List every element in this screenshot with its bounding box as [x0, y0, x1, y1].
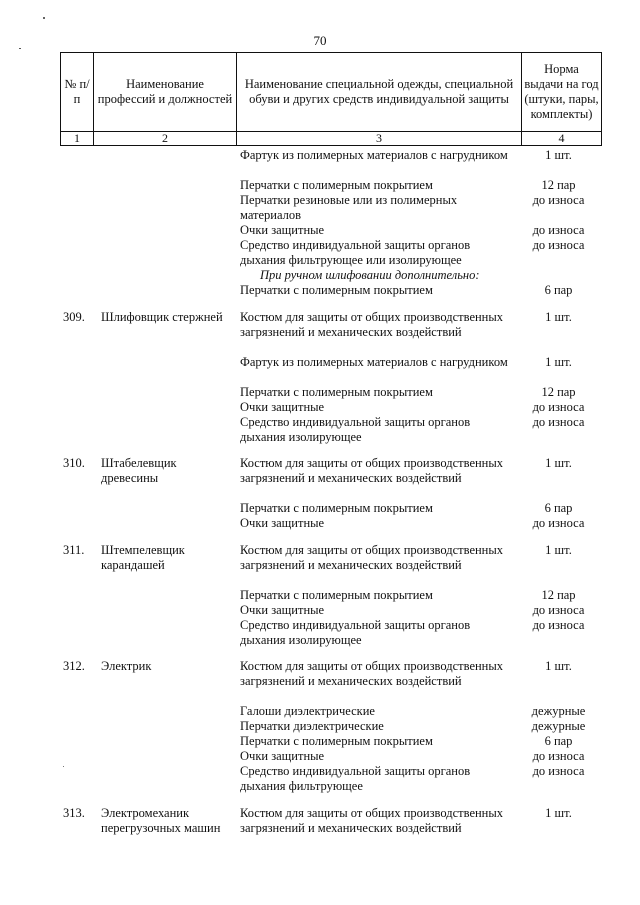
list-item	[240, 764, 605, 794]
table-header	[60, 52, 602, 146]
row-profession: Шлифовщик стержней	[101, 310, 223, 324]
row-number: 311.	[63, 543, 85, 557]
list-item	[240, 178, 605, 193]
item-name: Костюм для защиты от общих производственных загрязнений и механических воздействий	[240, 310, 504, 339]
item-name: Средство индивидуальной защиты органов дыхания изолирующее	[240, 415, 471, 444]
item-qty: 6 пар	[544, 283, 573, 297]
item-qty: до износа	[532, 618, 585, 632]
item-name: Костюм для защиты от общих производственных загрязнений и механических воздействий	[240, 806, 504, 835]
list-item	[240, 193, 605, 223]
list-item	[240, 516, 605, 531]
item-qty: до износа	[532, 516, 585, 530]
list-item	[240, 603, 605, 618]
item-name: Перчатки диэлектрические	[240, 719, 384, 733]
list-item	[240, 618, 605, 648]
item-qty: 12 пар	[541, 588, 576, 602]
list-item	[240, 400, 605, 415]
header-items: Наименование специальной одежды, специальной обуви и других средств индивидуальной защиты	[237, 53, 522, 132]
item-name: Очки защитные	[240, 223, 325, 237]
page-number: 70	[313, 33, 327, 48]
item-name: Очки защитные	[240, 749, 325, 763]
header-index: 1	[61, 132, 94, 146]
row-number: 309.	[63, 310, 85, 324]
item-qty: до износа	[532, 749, 585, 763]
item-qty: 1 шт.	[545, 148, 572, 162]
header-profession: Наименование профессий и должностей	[94, 53, 237, 132]
item-qty: 12 пар	[541, 385, 576, 399]
item-name: Перчатки с полимерным покрытием	[240, 283, 433, 297]
item-qty: 12 пар	[541, 178, 576, 192]
item-qty: 1 шт.	[545, 659, 572, 673]
row-profession: Электромеханик перегрузочных машин	[101, 806, 221, 835]
item-name: Перчатки с полимерным покрытием	[240, 588, 433, 602]
item-name: Перчатки с полимерным покрытием	[240, 178, 433, 192]
list-item	[240, 283, 605, 298]
header-index: 4	[522, 132, 602, 146]
item-name: Перчатки с полимерным покрытием	[240, 385, 433, 399]
item-name: Перчатки с полимерным покрытием	[240, 501, 433, 515]
item-name: Очки защитные	[240, 400, 325, 414]
item-name: Очки защитные	[240, 603, 325, 617]
scan-speck	[43, 17, 45, 19]
item-qty: 1 шт.	[545, 543, 572, 557]
list-item	[240, 588, 605, 603]
scan-speck	[63, 766, 64, 767]
item-qty: 1 шт.	[545, 806, 572, 820]
item-qty: дежурные	[531, 704, 586, 718]
row-number: 313.	[63, 806, 85, 820]
item-qty: 6 пар	[544, 501, 573, 515]
list-item-note	[240, 268, 605, 283]
list-item	[240, 659, 605, 704]
item-qty: до износа	[532, 603, 585, 617]
item-qty: дежурные	[531, 719, 586, 733]
item-qty: до износа	[532, 764, 585, 778]
item-qty: 1 шт.	[545, 456, 572, 470]
list-item	[240, 415, 605, 445]
item-name: Средство индивидуальной защиты органов дыхания фильтрующее или изолирующее	[240, 238, 471, 267]
row-number: 310.	[63, 456, 85, 470]
header-index: 2	[94, 132, 237, 146]
list-item	[240, 223, 605, 238]
list-item	[240, 238, 605, 268]
item-qty: 1 шт.	[545, 310, 572, 324]
list-item	[240, 806, 605, 851]
item-name: Очки защитные	[240, 516, 325, 530]
list-item	[240, 501, 605, 516]
item-name: Галоши диэлектрические	[240, 704, 375, 718]
item-name: Костюм для защиты от общих производственных загрязнений и механических воздействий	[240, 543, 504, 572]
row-profession: Электрик	[101, 659, 152, 673]
item-name: Костюм для защиты от общих производственных загрязнений и механических воздействий	[240, 659, 504, 688]
item-qty: 6 пар	[544, 734, 573, 748]
item-name: Перчатки резиновые или из полимерных материалов	[240, 193, 458, 222]
item-name: Средство индивидуальной защиты органов дыхания фильтрующее	[240, 764, 471, 793]
item-name: Перчатки с полимерным покрытием	[240, 734, 433, 748]
item-qty: до износа	[532, 193, 585, 207]
item-qty: до износа	[532, 223, 585, 237]
item-qty: до износа	[532, 400, 585, 414]
item-qty: до износа	[532, 238, 585, 252]
list-item	[240, 148, 605, 178]
list-item	[240, 704, 605, 719]
list-item	[240, 310, 605, 355]
scan-speck	[19, 48, 21, 49]
list-item	[240, 734, 605, 749]
item-note: При ручном шлифовании дополнительно:	[260, 268, 480, 282]
row-profession: Штемпелевщик карандашей	[101, 543, 185, 572]
item-name: Фартук из полимерных материалов с нагрудником	[240, 148, 508, 162]
list-item	[240, 385, 605, 400]
list-item	[240, 456, 605, 501]
list-item	[240, 543, 605, 588]
list-item	[240, 749, 605, 764]
list-item	[240, 355, 605, 385]
header-num: № п/п	[61, 53, 94, 132]
header-index: 3	[237, 132, 522, 146]
row-profession: Штабелевщик древесины	[101, 456, 177, 485]
header-norm: Норма выдачи на год (штуки, пары, комплекты)	[522, 53, 602, 132]
row-number: 312.	[63, 659, 85, 673]
item-name: Костюм для защиты от общих производственных загрязнений и механических воздействий	[240, 456, 504, 485]
item-qty: до износа	[532, 415, 585, 429]
list-item	[240, 719, 605, 734]
item-qty: 1 шт.	[545, 355, 572, 369]
item-name: Фартук из полимерных материалов с нагрудником	[240, 355, 508, 369]
item-name: Средство индивидуальной защиты органов дыхания изолирующее	[240, 618, 471, 647]
